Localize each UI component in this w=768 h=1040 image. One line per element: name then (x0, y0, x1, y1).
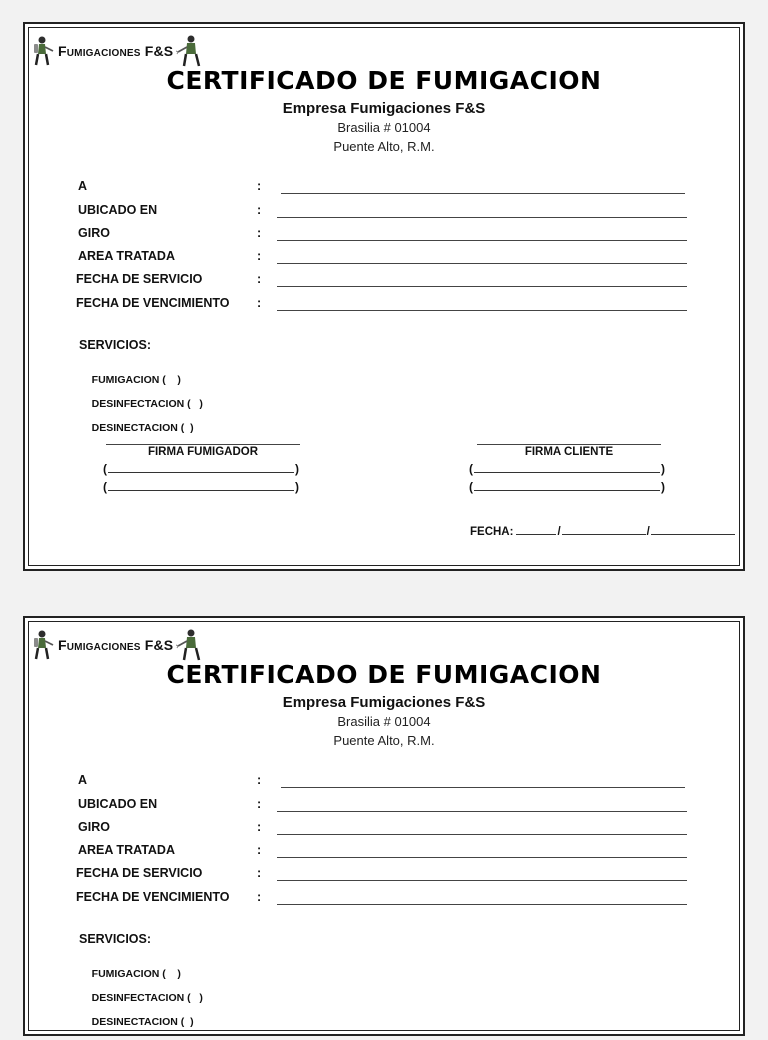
field-a (25, 179, 745, 197)
field-label: A (78, 179, 88, 193)
company-logo (33, 34, 204, 68)
field-input-line[interactable] (281, 193, 685, 194)
service-desinfectacion[interactable]: DESINFECTACION ( ) (91, 992, 203, 1004)
field-fecha-vencimiento (25, 890, 745, 908)
field-label: A (78, 773, 88, 787)
field-label: UBICADO EN (78, 797, 158, 811)
paren-open: ( (103, 462, 107, 476)
field-giro (25, 226, 745, 244)
fecha-separator: / (557, 526, 561, 538)
logo-text: Fumigaciones F&S (58, 637, 174, 653)
field-colon: : (257, 249, 262, 263)
field-area-tratada (25, 249, 745, 267)
company-name: Empresa Fumigaciones F&S (282, 100, 486, 117)
field-input-line[interactable] (277, 217, 687, 218)
signature-name-line[interactable] (469, 458, 669, 476)
services-options (80, 362, 203, 446)
field-fecha-vencimiento (25, 296, 745, 314)
field-colon: : (257, 866, 262, 880)
field-label: FECHA DE VENCIMIENTO (76, 296, 230, 310)
field-input-line[interactable] (277, 286, 687, 287)
field-colon: : (257, 203, 262, 217)
field-input-line[interactable] (277, 857, 687, 858)
fecha-day[interactable] (516, 534, 556, 535)
signature-fumigador (103, 444, 303, 494)
services-title: SERVICIOS: (79, 338, 152, 352)
fecha-separator: / (646, 526, 650, 538)
service-desinfectacion[interactable]: DESINFECTACION ( ) (91, 398, 203, 410)
field-colon: : (257, 797, 262, 811)
field-a (25, 773, 745, 791)
service-desinectacion[interactable]: DESINECTACION ( ) (91, 1016, 194, 1028)
field-giro (25, 820, 745, 838)
signature-line[interactable] (477, 444, 661, 445)
paren-close: ) (661, 480, 665, 494)
fumigator-icon (176, 34, 204, 68)
field-fecha-servicio (25, 866, 745, 884)
field-colon: : (257, 272, 262, 286)
field-ubicado-en (25, 203, 745, 221)
logo-text: Fumigaciones F&S (58, 43, 174, 59)
certificate-form-1 (23, 22, 745, 571)
field-label: FECHA DE SERVICIO (76, 866, 203, 880)
field-colon: : (257, 890, 262, 904)
fumigator-icon (33, 629, 55, 661)
service-fumigacion[interactable]: FUMIGACION ( ) (91, 374, 181, 386)
field-label: AREA TRATADA (78, 249, 175, 263)
field-colon: : (257, 843, 262, 857)
company-logo (33, 628, 204, 662)
fecha-label: FECHA: (470, 526, 514, 538)
signature-cliente (469, 444, 669, 494)
field-input-line[interactable] (281, 787, 685, 788)
field-input-line[interactable] (277, 811, 687, 812)
field-fecha-servicio (25, 272, 745, 290)
field-colon: : (257, 226, 262, 240)
company-name: Empresa Fumigaciones F&S (282, 694, 486, 711)
field-input-line[interactable] (277, 263, 687, 264)
fecha-month[interactable] (562, 534, 646, 535)
address-street: Brasilia # 01004 (337, 714, 431, 729)
paren-close: ) (295, 480, 299, 494)
signature-label: FIRMA FUMIGADOR (147, 446, 259, 458)
signature-line[interactable] (106, 444, 300, 445)
paren-close: ) (661, 462, 665, 476)
certificate-title: CERTIFICADO DE FUMIGACION (166, 660, 602, 689)
service-desinectacion[interactable]: DESINECTACION ( ) (91, 422, 194, 434)
signature-name-line[interactable] (103, 458, 303, 476)
paren-close: ) (295, 462, 299, 476)
field-colon: : (257, 179, 262, 193)
signature-id-line[interactable] (469, 476, 669, 494)
address-street: Brasilia # 01004 (337, 120, 431, 135)
field-label: UBICADO EN (78, 203, 158, 217)
field-input-line[interactable] (277, 310, 687, 311)
fecha-year[interactable] (651, 534, 735, 535)
field-input-line[interactable] (277, 880, 687, 881)
field-colon: : (257, 773, 262, 787)
field-input-line[interactable] (277, 904, 687, 905)
signature-label: FIRMA CLIENTE (524, 446, 614, 458)
paren-open: ( (469, 480, 473, 494)
certificate-title: CERTIFICADO DE FUMIGACION (166, 66, 602, 95)
fumigator-icon (176, 628, 204, 662)
paren-open: ( (103, 480, 107, 494)
field-colon: : (257, 820, 262, 834)
services-options (80, 956, 203, 1040)
signature-id-line[interactable] (103, 476, 303, 494)
field-area-tratada (25, 843, 745, 861)
field-colon: : (257, 296, 262, 310)
field-label: GIRO (78, 820, 110, 834)
field-label: FECHA DE SERVICIO (76, 272, 203, 286)
address-city: Puente Alto, R.M. (333, 139, 435, 154)
certificate-form-2 (23, 616, 745, 1036)
service-fumigacion[interactable]: FUMIGACION ( ) (91, 968, 181, 980)
field-input-line[interactable] (277, 240, 687, 241)
fumigator-icon (33, 35, 55, 67)
field-label: FECHA DE VENCIMIENTO (76, 890, 230, 904)
paren-open: ( (469, 462, 473, 476)
field-input-line[interactable] (277, 834, 687, 835)
field-ubicado-en (25, 797, 745, 815)
field-label: AREA TRATADA (78, 843, 175, 857)
address-city: Puente Alto, R.M. (333, 733, 435, 748)
field-label: GIRO (78, 226, 110, 240)
fecha-field (470, 526, 735, 538)
services-title: SERVICIOS: (79, 932, 152, 946)
